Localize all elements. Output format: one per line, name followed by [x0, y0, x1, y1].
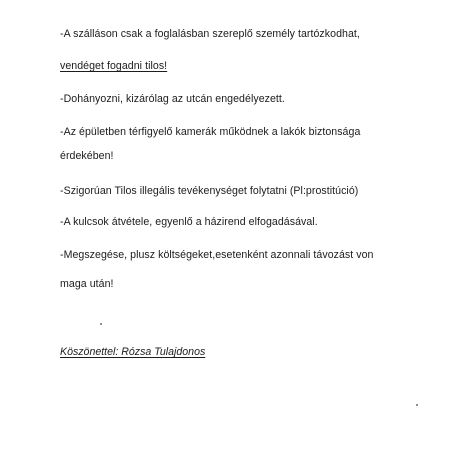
- rule-line-2-underlined: vendéget fogadni tilos!: [60, 60, 168, 72]
- rule-line-6: -Szigorúan Tilos illegális tevékenységet folytatni (Pl:prostitúció): [60, 185, 359, 197]
- scan-speck: [416, 404, 418, 406]
- scan-speck: [100, 323, 102, 325]
- rule-line-7: -A kulcsok átvétele, egyenlő a házirend elfogadásával.: [60, 216, 318, 228]
- signature: Köszönettel: Rózsa Tulajdonos: [60, 346, 206, 358]
- rule-line-9: maga után!: [60, 278, 114, 290]
- rule-line-3: -Dohányozni, kizárólag az utcán engedélyezett.: [60, 93, 285, 105]
- rule-line-5: érdekében!: [60, 150, 114, 162]
- rule-line-8: -Megszegése, plusz költségeket,esetenként azonnali távozást von: [60, 249, 374, 261]
- rule-line-4: -Az épületben térfigyelő kamerák működnek a lakók biztonsága: [60, 126, 361, 138]
- rule-line-1: -A szálláson csak a foglalásban szereplő személy tartózkodhat,: [60, 28, 360, 40]
